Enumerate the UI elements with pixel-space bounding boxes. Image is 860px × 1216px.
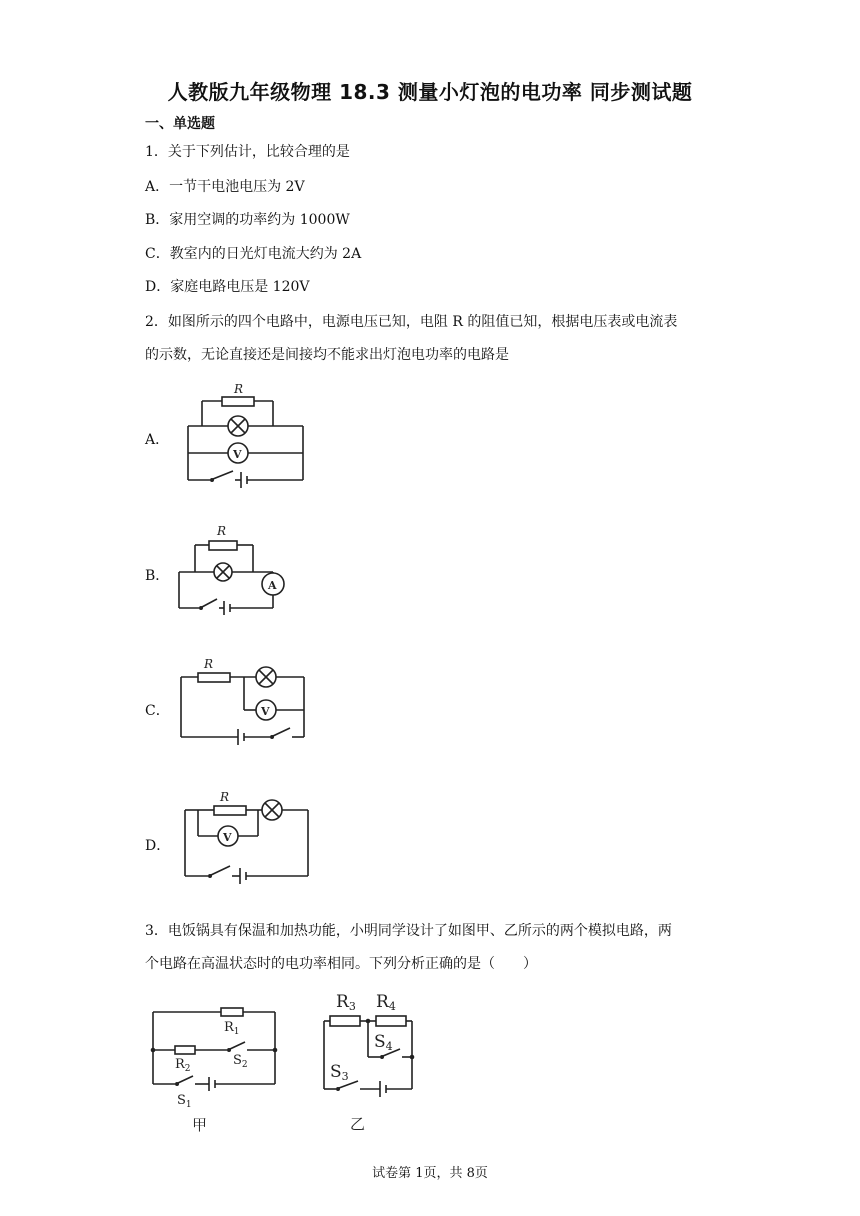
q1-option-d: D．家庭电路电压是 120V (145, 279, 310, 295)
circuit-d-diagram (180, 788, 315, 888)
q2-stem-line1: 2．如图所示的四个电路中，电源电压已知，电阻 R 的阻值已知，根据电压表或电流表 (145, 314, 678, 330)
svg-text:V: V (233, 448, 242, 461)
q1-option-b: B．家用空调的功率约为 1000W (145, 212, 350, 228)
circuit-yi-diagram (318, 985, 428, 1135)
page-title: 人教版九年级物理 18.3 测量小灯泡的电功率 同步测试题 (167, 80, 693, 104)
q1-option-c: C．教室内的日光灯电流大约为 2A (145, 246, 362, 262)
svg-text:S1: $S_1$ (177, 1093, 192, 1110)
circuit-c-diagram (176, 655, 311, 750)
svg-text:乙: 乙 (350, 1115, 366, 1133)
svg-text:R: R (220, 790, 230, 804)
circuit-jia-diagram (145, 1000, 285, 1140)
q1-stem: 1．关于下列估计，比较合理的是 (145, 144, 350, 160)
q2-option-d-label: D． (145, 838, 171, 854)
q2-option-b-label: B． (145, 568, 170, 584)
svg-text:R2: $R_2$ (175, 1057, 191, 1074)
circuit-a-diagram (180, 380, 310, 495)
q2-stem-line2: 的示数，无论直接还是间接均不能求出灯泡电功率的电路是 (145, 347, 509, 363)
section-heading: 一、单选题 (145, 116, 215, 132)
svg-text:R: R (204, 657, 214, 671)
circuit-b-diagram (175, 524, 300, 624)
q3-stem-line1: 3．电饭锅具有保温和加热功能，小明同学设计了如图甲、乙所示的两个模拟电路，两 (145, 923, 672, 939)
svg-text:S3: S3 (330, 1062, 349, 1083)
svg-text:R: R (234, 382, 244, 396)
q2-option-c-label: C． (145, 703, 170, 719)
svg-text:A: A (268, 579, 277, 592)
q1-option-a: A．一节干电池电压为 2V (145, 179, 305, 195)
svg-text:甲: 甲 (192, 1116, 208, 1134)
page-footer: 试卷第 1页，共 8页 (372, 1166, 488, 1181)
svg-text:R4: R4 (376, 992, 396, 1013)
svg-text:V: V (223, 831, 232, 844)
svg-text:S2: $S_2$ (233, 1053, 248, 1070)
svg-text:S4: S4 (374, 1032, 393, 1053)
q3-stem-line2: 个电路在高温状态时的电功率相同。下列分析正确的是（ ） (145, 956, 537, 972)
q2-option-a-label: A． (145, 432, 170, 448)
svg-text:R3: R3 (336, 992, 356, 1013)
svg-text:R1: $R_1$ (224, 1020, 240, 1037)
svg-text:R: R (217, 524, 227, 538)
svg-text:V: V (261, 705, 270, 718)
